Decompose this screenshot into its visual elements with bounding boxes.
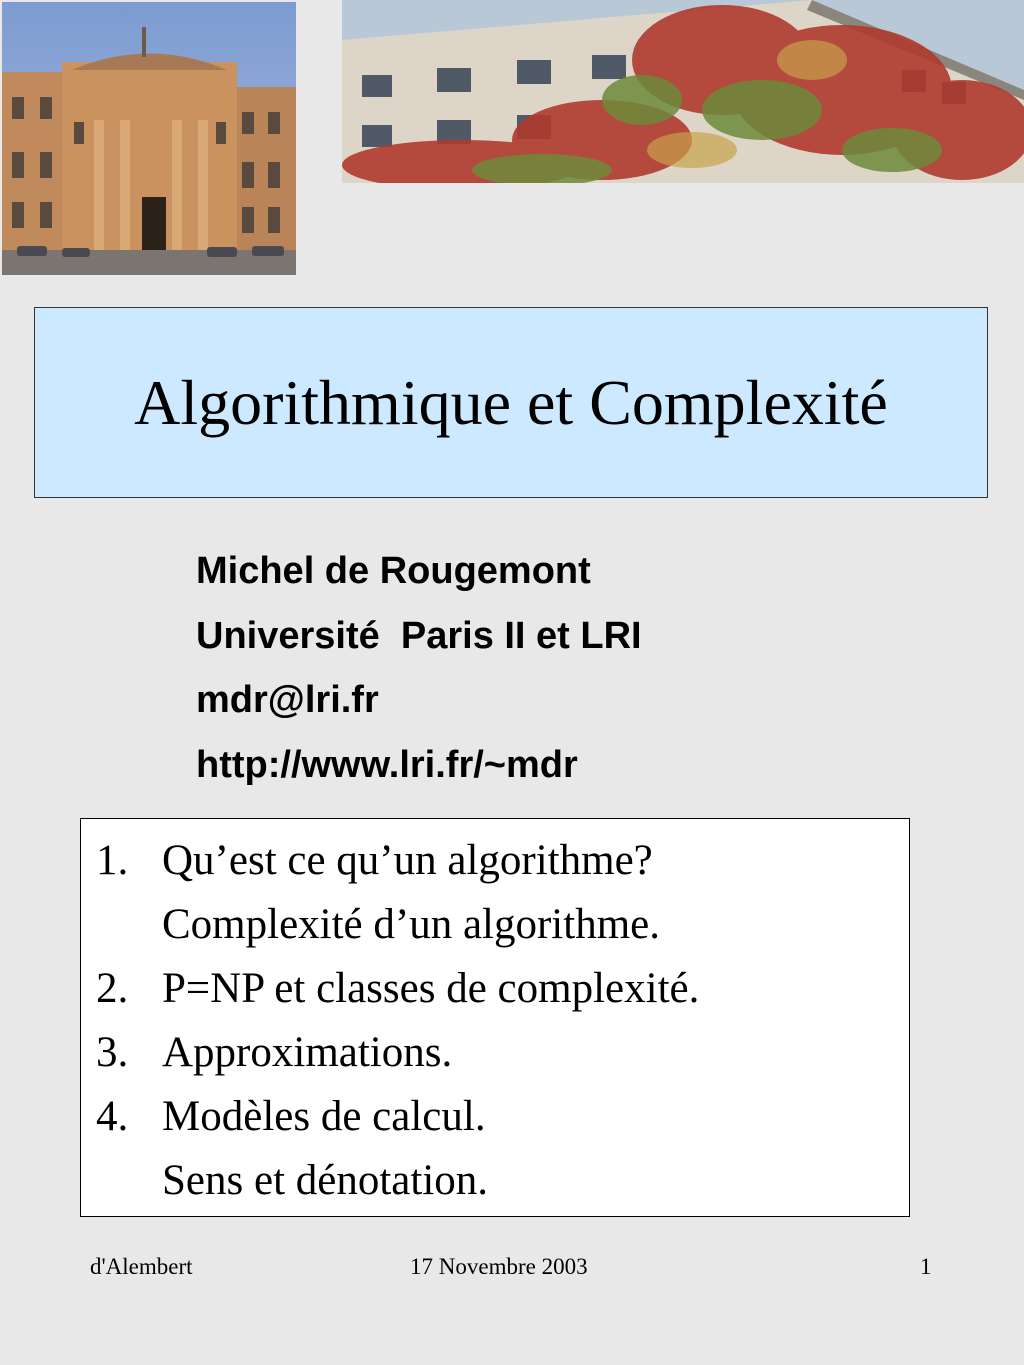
outline-number: 1. (96, 837, 129, 884)
author-name: Michel de Rougemont (196, 550, 591, 592)
footer-date: 17 Novembre 2003 (410, 1254, 588, 1279)
outline-box (80, 818, 910, 1217)
outline-item (81, 1149, 909, 1213)
footer-left-text: d'Alembert (90, 1254, 193, 1279)
outline-item (81, 829, 909, 893)
author-website: http://www.lri.fr/~mdr (196, 743, 578, 786)
outline-text: Qu’est ce qu’un algorithme? (162, 837, 653, 884)
outline-number: 3. (96, 1029, 129, 1076)
outline-text: Sens et dénotation. (162, 1157, 489, 1204)
outline-text: Complexité d’un algorithme. (162, 901, 660, 948)
ivy-building-photo (342, 0, 1024, 183)
author-info (196, 545, 642, 803)
outline-item (81, 1021, 909, 1085)
building-facade-photo (2, 2, 296, 275)
outline-text: Modèles de calcul. (162, 1093, 486, 1140)
outline-number: 2. (96, 965, 129, 1012)
outline-text: Approximations. (162, 1029, 453, 1076)
title-box (34, 307, 988, 498)
outline-item (81, 893, 909, 957)
outline-text: P=NP et classes de complexité. (162, 965, 700, 1012)
slide-title: Algorithmique et Complexité (134, 366, 888, 438)
page-number: 1 (920, 1254, 932, 1279)
author-email: mdr@lri.fr (196, 679, 379, 721)
outline-item (81, 957, 909, 1021)
author-affiliation: Université Paris II et LRI (196, 614, 642, 657)
outline-number: 4. (96, 1093, 129, 1140)
outline-item (81, 1085, 909, 1149)
